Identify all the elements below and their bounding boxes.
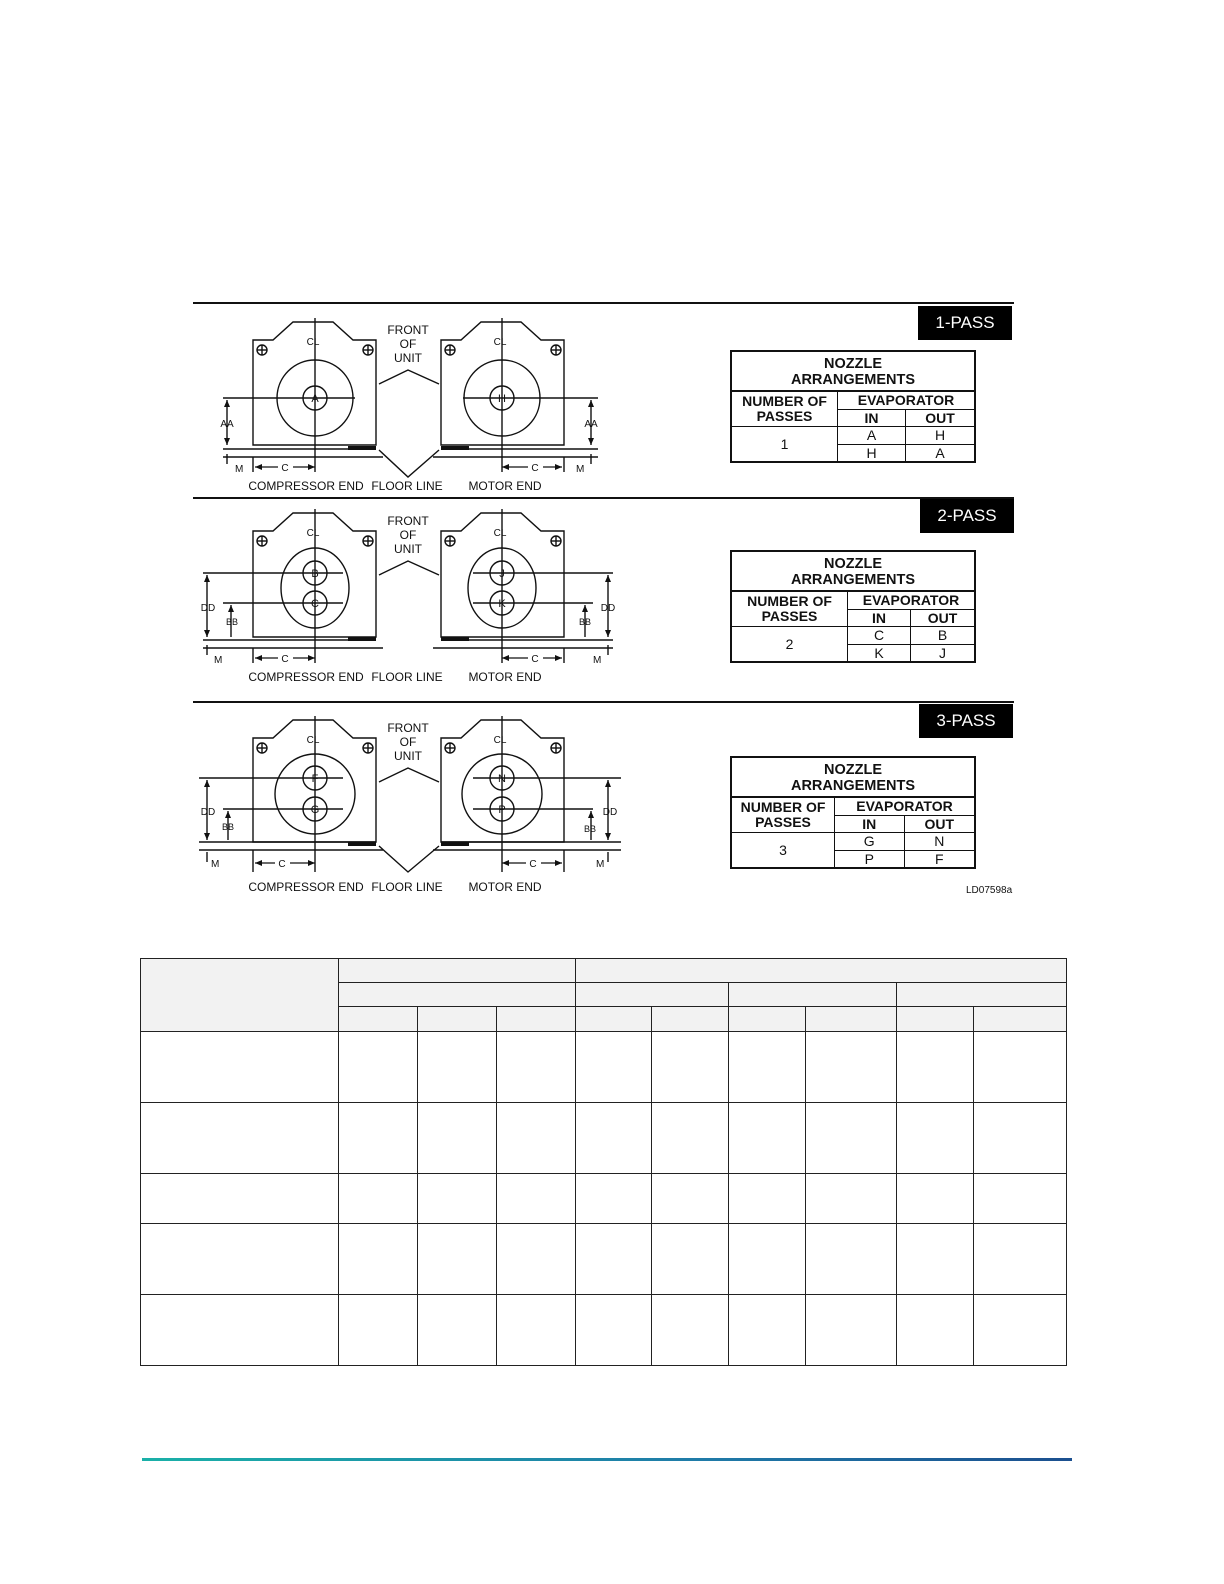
compressor-end-label: COMPRESSOR END xyxy=(248,670,364,684)
nozzle-diagram-1-pass xyxy=(193,312,623,494)
nozzle-label: P xyxy=(498,804,506,816)
in-cell: G xyxy=(835,833,905,851)
table-cell xyxy=(729,1174,806,1224)
nozzle-arrangements-table-3-pass xyxy=(730,756,976,869)
table-cell xyxy=(897,1032,974,1103)
table-cell xyxy=(897,1295,974,1366)
dim-label-c: C xyxy=(278,859,286,870)
table-cell xyxy=(652,1032,729,1103)
centerline-symbol: CL xyxy=(306,337,320,348)
table-row-label xyxy=(141,1224,339,1295)
col-in: IN xyxy=(848,610,911,627)
nozzle-label: B xyxy=(311,568,319,580)
passes-value: 3 xyxy=(732,833,835,867)
front-of-unit-label: UNIT xyxy=(394,749,422,763)
table-cell xyxy=(496,1295,575,1366)
table-cell xyxy=(496,1032,575,1103)
dim-label-m: M xyxy=(211,859,220,870)
in-cell: P xyxy=(835,851,905,868)
col-out: OUT xyxy=(905,816,975,833)
table-cell xyxy=(897,1103,974,1174)
table-corner-cell xyxy=(141,959,339,1032)
table-header-cell xyxy=(338,959,575,983)
in-cell: A xyxy=(838,427,906,445)
table-cell xyxy=(417,1224,496,1295)
table-cell xyxy=(338,1032,417,1103)
dim-label-dd: DD xyxy=(602,807,618,818)
table-cell xyxy=(575,1224,652,1295)
table-cell xyxy=(338,1295,417,1366)
table-header-cell xyxy=(806,1007,897,1032)
table-cell xyxy=(806,1103,897,1174)
centerline-symbol: CL xyxy=(493,528,507,539)
table-row-label xyxy=(141,1032,339,1103)
table-cell xyxy=(338,1103,417,1174)
front-of-unit-label: UNIT xyxy=(394,542,422,556)
nozzle-arrangements-table-2-pass xyxy=(730,550,976,663)
table-cell xyxy=(806,1032,897,1103)
col-out: OUT xyxy=(906,410,974,427)
dim-label-bb: BB xyxy=(225,617,239,627)
table-row-label xyxy=(141,1295,339,1366)
in-cell: H xyxy=(838,445,906,462)
table-row-label xyxy=(141,1174,339,1224)
table-cell xyxy=(417,1174,496,1224)
table-cell xyxy=(417,1032,496,1103)
col-evaporator: EVAPORATOR xyxy=(838,392,974,410)
nozzle-label: K xyxy=(498,598,506,610)
table-cell xyxy=(652,1103,729,1174)
table-cell xyxy=(974,1032,1067,1103)
out-cell: J xyxy=(939,644,946,661)
table-cell xyxy=(417,1295,496,1366)
out-cell: B xyxy=(911,627,974,645)
compressor-end-label: COMPRESSOR END xyxy=(248,880,364,894)
in-cell: K xyxy=(848,645,911,662)
out-cell: A xyxy=(935,444,945,461)
passes-value: 1 xyxy=(732,427,838,461)
table-row-label xyxy=(141,1103,339,1174)
centerline-symbol: CL xyxy=(493,735,507,746)
table-cell xyxy=(974,1174,1067,1224)
table-cell xyxy=(897,1224,974,1295)
floor-line-label: FLOOR LINE xyxy=(371,479,443,493)
table-header-cell xyxy=(575,959,1067,983)
table-cell xyxy=(729,1295,806,1366)
nozzle-label: N xyxy=(498,773,506,785)
in-cell: C xyxy=(848,627,911,645)
table-header-cell xyxy=(729,1007,806,1032)
table-cell xyxy=(575,1295,652,1366)
motor-end-label: MOTOR END xyxy=(468,479,542,493)
motor-end-label: MOTOR END xyxy=(468,880,542,894)
table-cell xyxy=(806,1295,897,1366)
nozzle-label: C xyxy=(311,598,319,610)
nozzle-table-title: NOZZLE ARRANGEMENTS xyxy=(732,352,974,392)
pass-tag-1: 1-PASS xyxy=(918,306,1012,340)
table-header-cell xyxy=(575,983,729,1007)
dim-label-m: M xyxy=(596,859,605,870)
table-cell xyxy=(575,1032,652,1103)
nozzle-label: G xyxy=(310,804,320,816)
motor-end-label: MOTOR END xyxy=(468,670,542,684)
dim-label-m: M xyxy=(235,464,244,475)
front-of-unit-label: OF xyxy=(399,337,417,351)
section-divider-2 xyxy=(193,497,1014,499)
table-cell xyxy=(496,1103,575,1174)
dim-label-c: C xyxy=(531,654,539,665)
col-number-of-passes: NUMBER OF PASSES xyxy=(732,798,835,833)
centerline-symbol: CL xyxy=(306,528,320,539)
table-cell xyxy=(974,1295,1067,1366)
nozzle-arrangements-table-1-pass xyxy=(730,350,976,463)
dim-label-c: C xyxy=(281,654,289,665)
table-cell xyxy=(729,1103,806,1174)
nozzle-label: A xyxy=(311,393,319,405)
dim-label-bb: BB xyxy=(583,824,597,834)
table-cell xyxy=(496,1224,575,1295)
col-number-of-passes: NUMBER OF PASSES xyxy=(732,392,838,427)
nozzle-label: F xyxy=(311,773,319,785)
table-cell xyxy=(652,1174,729,1224)
dim-label-m: M xyxy=(576,464,585,475)
dim-label-bb: BB xyxy=(221,822,235,832)
col-in: IN xyxy=(835,816,905,833)
dim-label-aa: AA xyxy=(220,419,234,430)
nozzle-diagram-3-pass xyxy=(193,710,623,896)
front-of-unit-label: FRONT xyxy=(387,514,429,528)
nozzle-table-title: NOZZLE ARRANGEMENTS xyxy=(732,552,974,592)
dim-label-m: M xyxy=(214,655,223,666)
table-cell xyxy=(496,1174,575,1224)
table-header-cell xyxy=(897,983,1067,1007)
dim-label-c: C xyxy=(281,463,289,474)
front-of-unit-label: OF xyxy=(399,735,417,749)
dim-label-c: C xyxy=(529,859,537,870)
table-header-cell xyxy=(974,1007,1067,1032)
dim-label-c: C xyxy=(531,463,539,474)
table-cell xyxy=(897,1174,974,1224)
table-cell xyxy=(575,1103,652,1174)
dim-label-m: M xyxy=(593,655,602,666)
front-of-unit-label: FRONT xyxy=(387,721,429,735)
table-cell xyxy=(974,1224,1067,1295)
table-header-cell xyxy=(338,983,575,1007)
table-cell xyxy=(652,1224,729,1295)
dim-label-aa: AA xyxy=(584,419,598,430)
nozzle-label: H xyxy=(498,393,506,405)
passes-value: 2 xyxy=(732,627,848,661)
floor-line-label: FLOOR LINE xyxy=(371,670,443,684)
pass-tag-3: 3-PASS xyxy=(919,704,1013,738)
table-header-cell xyxy=(897,1007,974,1032)
dim-label-dd: DD xyxy=(200,807,216,818)
footer-rule xyxy=(142,1458,1072,1461)
table-cell xyxy=(729,1032,806,1103)
table-cell xyxy=(974,1103,1067,1174)
centerline-symbol: CL xyxy=(493,337,507,348)
table-header-cell xyxy=(417,1007,496,1032)
table-cell xyxy=(417,1103,496,1174)
front-of-unit-label: FRONT xyxy=(387,323,429,337)
section-divider-3 xyxy=(193,701,1014,703)
nozzle-table-title: NOZZLE ARRANGEMENTS xyxy=(732,758,974,798)
nozzle-label: J xyxy=(499,568,505,580)
col-evaporator: EVAPORATOR xyxy=(848,592,974,610)
table-header-cell xyxy=(575,1007,652,1032)
nozzle-diagram-2-pass xyxy=(193,503,623,685)
dim-label-dd: DD xyxy=(200,603,216,614)
table-cell xyxy=(806,1174,897,1224)
table-cell xyxy=(338,1224,417,1295)
col-number-of-passes: NUMBER OF PASSES xyxy=(732,592,848,627)
dimensions-table xyxy=(140,958,1067,1366)
col-evaporator: EVAPORATOR xyxy=(835,798,974,816)
table-cell xyxy=(806,1224,897,1295)
figure-code: LD07598a xyxy=(966,885,1013,896)
table-header-cell xyxy=(729,983,897,1007)
out-cell: N xyxy=(905,833,975,851)
front-of-unit-label: OF xyxy=(399,528,417,542)
table-header-cell xyxy=(652,1007,729,1032)
out-cell: H xyxy=(906,427,974,445)
pass-tag-2: 2-PASS xyxy=(920,499,1014,533)
compressor-end-label: COMPRESSOR END xyxy=(248,479,364,493)
col-in: IN xyxy=(838,410,906,427)
table-header-cell xyxy=(338,1007,417,1032)
table-cell xyxy=(338,1174,417,1224)
floor-line-label: FLOOR LINE xyxy=(371,880,443,894)
dim-label-bb: BB xyxy=(578,617,592,627)
table-cell xyxy=(652,1295,729,1366)
table-cell xyxy=(729,1224,806,1295)
front-of-unit-label: UNIT xyxy=(394,351,422,365)
dim-label-dd: DD xyxy=(600,603,616,614)
section-divider-1 xyxy=(193,302,1014,304)
col-out: OUT xyxy=(911,610,974,627)
table-header-cell xyxy=(496,1007,575,1032)
table-cell xyxy=(575,1174,652,1224)
out-cell: F xyxy=(934,850,944,867)
centerline-symbol: CL xyxy=(306,735,320,746)
